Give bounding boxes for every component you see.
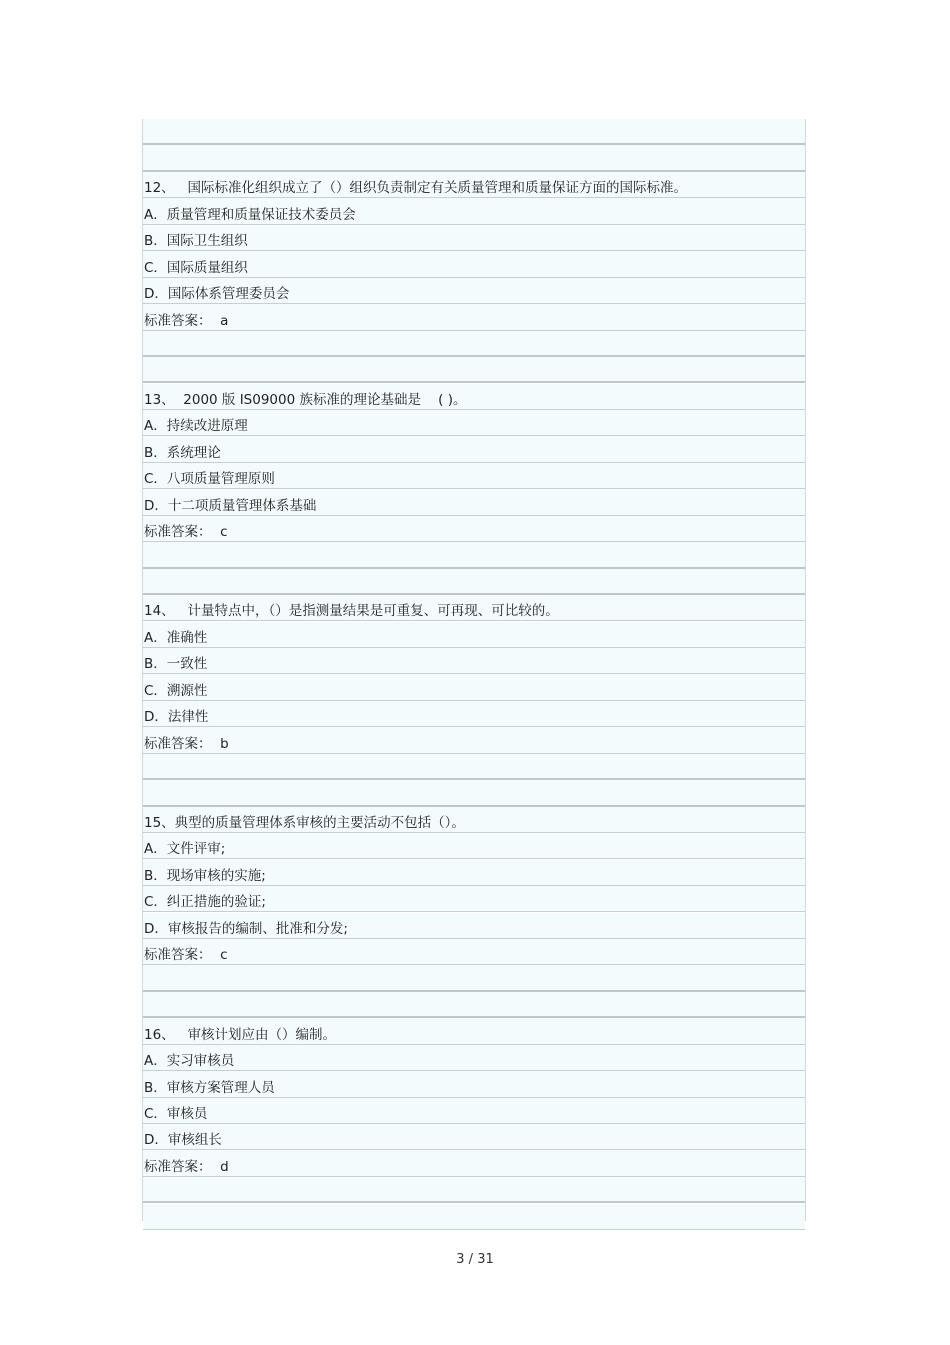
answer-option <box>143 1045 805 1071</box>
answer-option <box>143 225 805 251</box>
standard-answer <box>143 304 805 330</box>
answer-option <box>143 463 805 489</box>
blank-row <box>143 754 805 780</box>
standard-answer <box>143 939 805 965</box>
answer-option-text: C．国际质量组织 <box>144 259 248 276</box>
blank-row <box>143 569 805 595</box>
answer-option-text: C．八项质量管理原则 <box>144 471 275 488</box>
standard-answer-text: 标准答案： c <box>144 524 228 541</box>
standard-answer <box>143 516 805 542</box>
answer-option-text: C．纠正措施的验证; <box>144 894 266 911</box>
answer-option-text: A．准确性 <box>144 629 208 646</box>
answer-option-text: D．审核组长 <box>144 1132 222 1149</box>
answer-option-text: A．文件评审; <box>144 841 226 858</box>
standard-answer-text: 标准答案： c <box>144 947 228 964</box>
answer-option <box>143 622 805 648</box>
blank-row <box>143 357 805 383</box>
answer-option <box>143 1098 805 1124</box>
standard-answer-text: 标准答案： a <box>144 312 229 329</box>
answer-option-text: D．十二项质量管理体系基础 <box>144 497 317 514</box>
answer-option <box>143 860 805 886</box>
answer-option-text: B．系统理论 <box>144 444 221 461</box>
question-stem <box>143 172 805 198</box>
answer-option-text: D．国际体系管理委员会 <box>144 286 290 303</box>
answer-option <box>143 278 805 304</box>
question-stem-text: 14、 计量特点中，（）是指测量结果是可重复、可再现、可比较的。 <box>144 603 559 620</box>
answer-option-text: A．质量管理和质量保证技术委员会 <box>144 206 356 223</box>
answer-option-text: B．审核方案管理人员 <box>144 1079 275 1096</box>
answer-option-text: C．溯源性 <box>144 682 208 699</box>
blank-row <box>143 780 805 806</box>
question-sheet <box>142 119 806 1221</box>
answer-option-text: D．审核报告的编制、批准和分发; <box>144 920 348 937</box>
blank-row <box>143 119 805 145</box>
standard-answer <box>143 727 805 753</box>
blank-row <box>143 965 805 991</box>
question-stem <box>143 807 805 833</box>
answer-option-text: D．法律性 <box>144 709 209 726</box>
answer-option-text: A．持续改进原理 <box>144 418 248 435</box>
answer-option <box>143 489 805 515</box>
page-current: 3 <box>456 1252 465 1267</box>
answer-option <box>143 648 805 674</box>
question-stem <box>143 384 805 410</box>
answer-option <box>143 410 805 436</box>
blank-row <box>143 145 805 171</box>
blank-row <box>143 1177 805 1203</box>
answer-option-text: B．国际卫生组织 <box>144 233 248 250</box>
answer-option <box>143 701 805 727</box>
blank-row <box>143 542 805 568</box>
question-stem <box>143 1018 805 1044</box>
answer-option <box>143 833 805 859</box>
answer-option <box>143 436 805 462</box>
page-separator: / <box>464 1252 478 1267</box>
blank-row <box>143 1204 805 1230</box>
answer-option-text: B．一致性 <box>144 656 208 673</box>
answer-option <box>143 1124 805 1150</box>
question-stem-text: 13、 2000 版 IS09000 族标准的理论基础是 ( )。 <box>144 391 467 408</box>
answer-option-text: A．实习审核员 <box>144 1053 235 1070</box>
question-stem-text: 16、 审核计划应由（）编制。 <box>144 1026 337 1043</box>
answer-option <box>143 1071 805 1097</box>
answer-option <box>143 198 805 224</box>
blank-row <box>143 331 805 357</box>
page-indicator <box>0 1252 950 1267</box>
question-stem <box>143 595 805 621</box>
answer-option-text: C．审核员 <box>144 1105 208 1122</box>
answer-option <box>143 251 805 277</box>
blank-row <box>143 992 805 1018</box>
answer-option <box>143 886 805 912</box>
question-stem-text: 15、典型的质量管理体系审核的主要活动不包括（）。 <box>144 815 465 832</box>
page-total: 31 <box>477 1252 494 1267</box>
answer-option <box>143 913 805 939</box>
answer-option-text: B．现场审核的实施; <box>144 867 266 884</box>
answer-option <box>143 674 805 700</box>
standard-answer-text: 标准答案： b <box>144 735 229 752</box>
question-stem-text: 12、 国际标准化组织成立了（）组织负责制定有关质量管理和质量保证方面的国际标准。 <box>144 180 688 197</box>
standard-answer-text: 标准答案： d <box>144 1158 229 1175</box>
standard-answer <box>143 1151 805 1177</box>
